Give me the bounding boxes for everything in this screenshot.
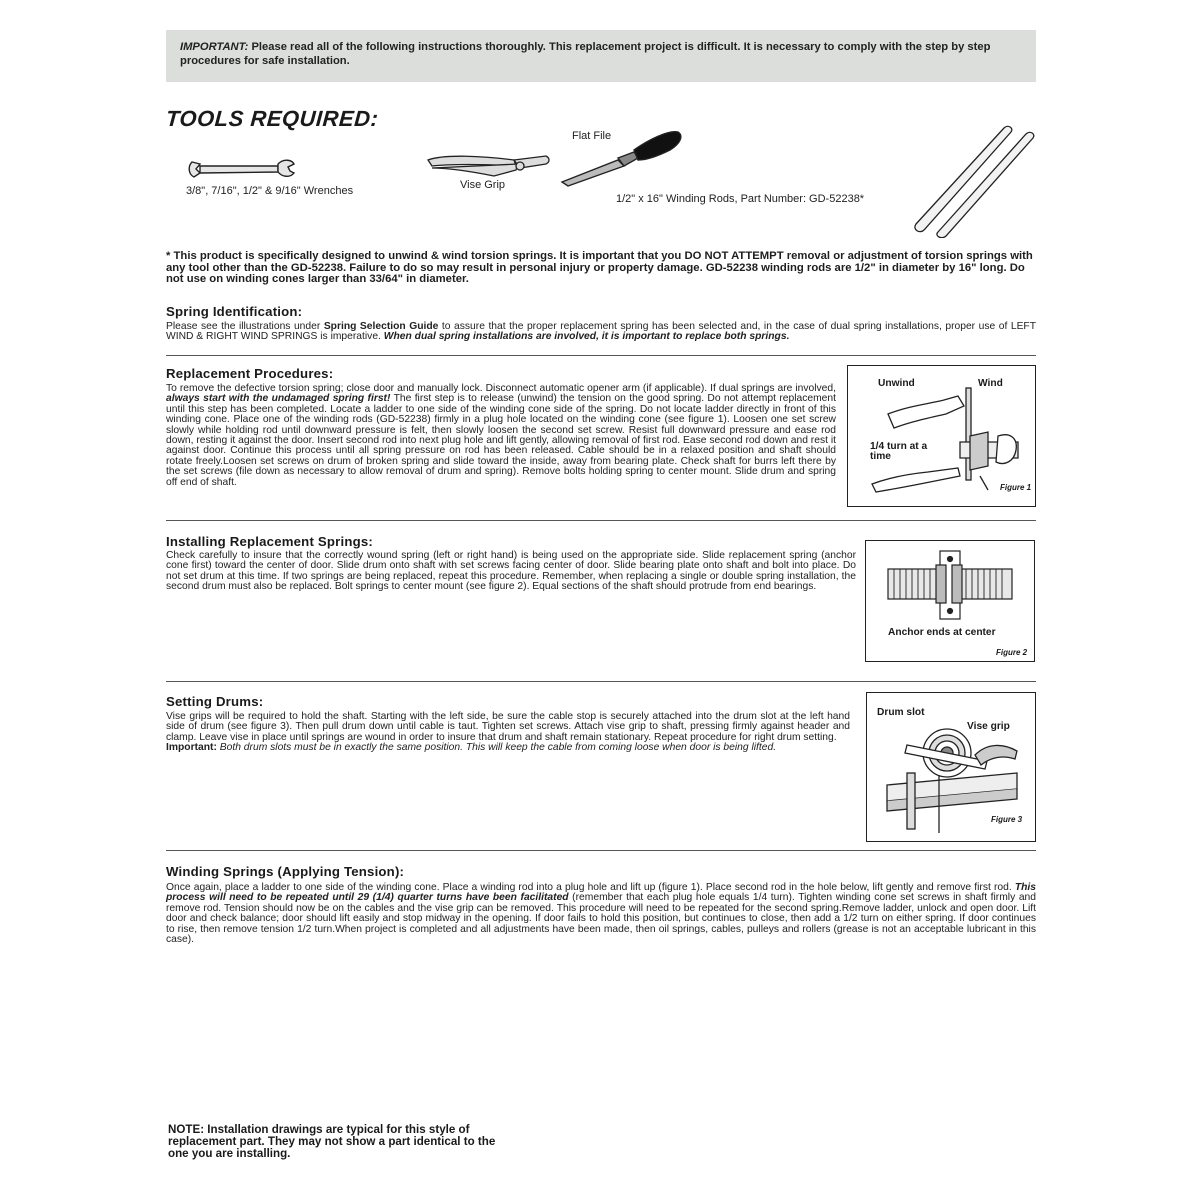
important-text: Please read all of the following instructions thoroughly. This replacement project is difficult. It is necessary to comply with the step by step procedures for safe installation. [180, 41, 991, 67]
spring-identification-text [166, 322, 1036, 343]
figure-3 [866, 692, 1036, 842]
wrench-icon [186, 152, 296, 184]
installing-springs-text: Check carefully to insure that the correctly wound spring (left or right hand) is being used on the appropriate side. Slide replacement spring (anchor cone first) toward the center of door. Slide drum onto shaft with set screws facing center of door. Slide bearing plate onto shaft and bolt into place. Do not set drum at this time. If two springs are being replaced, repeat this procedure. Remember, when replacing a single or double spring installation, the second drum must also be replaced. Bolt springs to center mount (see figure 2). Equal sections of the shaft should protrude from end bearings. [166, 550, 856, 593]
replacement-emphasis: always start with the undamaged spring first! [166, 393, 391, 405]
replacement-procedures-title: Replacement Procedures: [166, 366, 334, 381]
center-mount-illustration [866, 541, 1034, 661]
replacement-procedures-text [166, 384, 836, 488]
fig1-quarter-turn-label: 1/4 turn at a time [870, 441, 928, 462]
flat-file-caption: Flat File [572, 130, 612, 142]
divider-1 [166, 355, 1036, 356]
spring-selection-guide-link: Spring Selection Guide [323, 321, 439, 332]
spring-identification-title: Spring Identification: [166, 304, 303, 319]
divider-3 [166, 681, 1036, 682]
winding-text-2: (remember that each plug hole equals 1/4 turn). Tighten winding cone set screws in shaft firmly and remove rod. Tension should now be on the cables and the vise grip can be removed. This procedure will need to be repeated for the second spring.Remove ladder, unlock and open door. Lift door and check balance; door should lift easily and stop midway in the opening. If door fails to hold this position, but continues to close, then add a 1/2 turn on either spring. If door continues to rise, then remove tension 1/2 turn.When project is completed and all adjustments have been made, then oil springs, cables, pulleys and rollers (grease is not an acceptable lubricant in this case). [166, 892, 1037, 946]
winding-text-1: Once again, place a ladder to one side of the winding cone. Place a winding rod into a plug hole and lift up (figure 1). Place second rod in the hole below, lift gently and remove first rod. [166, 882, 1015, 893]
fig1-unwind-label: Unwind [878, 378, 915, 389]
setting-drums-text [166, 712, 850, 754]
winding-emphasis: This process will need to be repeated until 29 (1/4) quarter turns have been facilitated [166, 882, 1036, 904]
winding-springs-text [166, 883, 1036, 945]
winding-springs-title: Winding Springs (Applying Tension): [166, 864, 405, 879]
torsion-warning-note: * This product is specifically designed to unwind & wind torsion springs. It is important that you DO NOT ATTEMPT removal or adjustment of torsion springs with any tool other than the GD-52238. Failure to do so may result in personal injury or property damage. GD-52238 winding rods are 1/2" in diameter by 16" long. Do not use on winding cones larger than 33/64" in diameter. [166, 250, 1033, 285]
vise-grip-caption: Vise Grip [460, 179, 506, 191]
important-lead: IMPORTANT: [180, 41, 249, 53]
winding-rods-icon [908, 120, 1040, 238]
wrenches-caption: 3/8", 7/16", 1/2" & 9/16" Wrenches [186, 185, 354, 197]
important-banner [166, 30, 1036, 82]
figure-1 [847, 365, 1036, 507]
fig2-anchor-caption: Anchor ends at center [888, 627, 996, 638]
spring-id-text-1: Please see the illustrations under [166, 321, 324, 332]
winding-rods-caption: 1/2" x 16" Winding Rods, Part Number: GD-52238* [616, 193, 865, 205]
installation-drawings-note: NOTE: Installation drawings are typical for this style of replacement part. They may not show a part identical to the one you are installing. [168, 1123, 496, 1160]
setting-drums-paragraph: Vise grips will be required to hold the shaft. Starting with the left side, be sure the cable stop is securely attached into the drum slot at the left hand side of drum (see figure 3). Then pull drum down until cable is taut. Tighten set screws. Attach vise grip to shaft, pressing firmly against header and clamp. Leave vise in place until springs are wound in order to insure that drum and shaft remain stationary. Repeat procedure for right drum setting. [166, 711, 850, 743]
divider-4 [166, 850, 1036, 851]
spring-id-text-2: to assure that the proper replacement spring has been selected and, in the case of dual spring installations, proper use of LEFT WIND & RIGHT WIND SPRINGS is imperative. [166, 321, 1037, 343]
installing-springs-title: Installing Replacement Springs: [166, 534, 373, 549]
fig3-vise-grip-label: Vise grip [967, 721, 1010, 732]
spring-id-emphasis: When dual spring installations are involved, it is important to replace both springs. [383, 331, 790, 343]
drums-important-text: Both drum slots must be in exactly the same position. This will keep the cable from coming loose when door is being lifted. [216, 742, 777, 754]
tools-title: TOOLS REQUIRED: [165, 106, 380, 131]
fig1-wind-label: Wind [978, 378, 1003, 389]
figure-2-label: Figure 2 [996, 648, 1028, 657]
figure-2 [865, 540, 1035, 662]
figure-3-label: Figure 3 [991, 815, 1023, 824]
drums-important-lead: Important: [166, 742, 217, 754]
replacement-text-1: To remove the defective torsion spring; close door and manually lock. Disconnect automatic opener arm (if applicable). If dual springs are involved, [166, 383, 836, 394]
figure-1-label: Figure 1 [1000, 483, 1032, 492]
fig3-drum-slot-label: Drum slot [877, 707, 925, 718]
flat-file-icon [558, 128, 688, 188]
divider-2 [166, 520, 1036, 521]
setting-drums-title: Setting Drums: [166, 694, 264, 709]
replacement-text-2: The first step is to release (unwind) the tension on the good spring. Do not attempt replacement until this step has been completed. Locate a ladder to one side of the winding cone side of the spring. Do not locate ladder directly in front of this winding cone. Place one of the winding rods (GD-52238) firmly in a plug hole located on the winding cone (see figure 1). Loosen one set screw slowly while holding rod until downward pressure is felt, then slowly loosen the second set screw. Resist full downward pressure and ease rod down, resting it against the door. Insert second rod into next plug hole and lift gently, allowing removal of first rod. Ease second rod down and rest it against door. Continue this process until all spring pressure on rod has been released. Cable should be in a relaxed position and shaft should rotate freely.Loosen set screws on drum of broken spring and slide toward the inside, away from bearing plate. Check shaft for burrs left there by the set screws (file down as necessary to allow removal of drum and spring). Remove bolts holding spring to center mount. Slide drum and spring off end of shaft. [166, 393, 836, 488]
